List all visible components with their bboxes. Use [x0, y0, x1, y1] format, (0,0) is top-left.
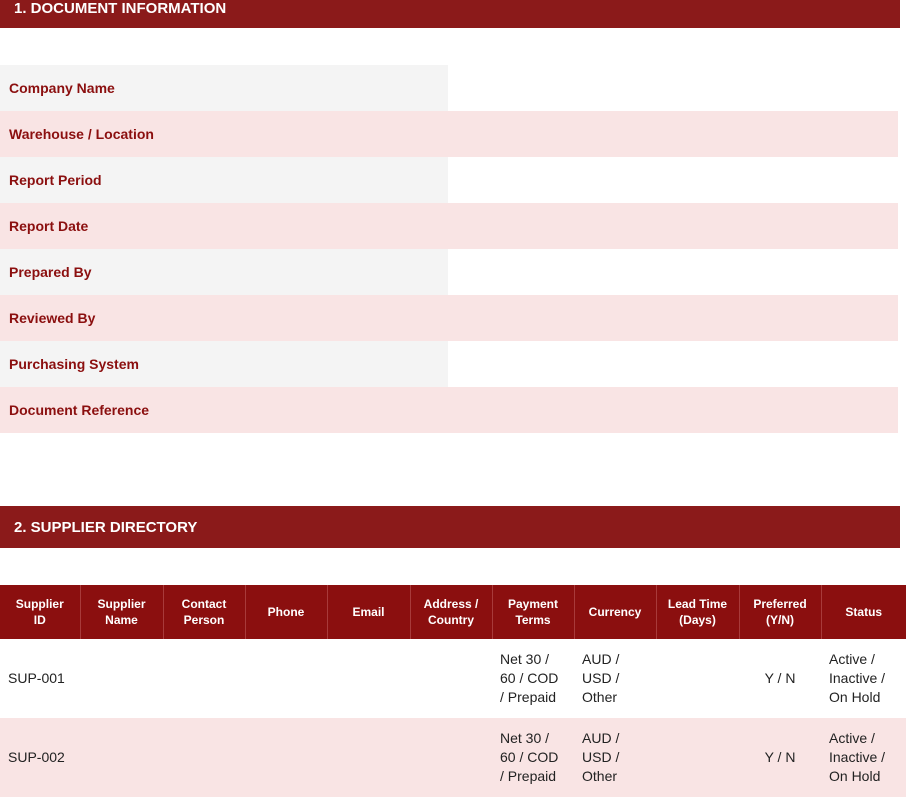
info-row-prepared-by — [0, 249, 898, 295]
info-label: Reviewed By — [0, 295, 448, 341]
column-header-currency: Currency — [574, 585, 656, 639]
column-header-status: Status — [821, 585, 906, 639]
section-title: 2. SUPPLIER DIRECTORY — [14, 518, 198, 536]
cell-address-country[interactable] — [410, 718, 492, 797]
info-label: Document Reference — [0, 387, 448, 433]
cell-supplier-name[interactable] — [80, 718, 163, 797]
cell-phone[interactable] — [245, 718, 327, 797]
info-label: Report Date — [0, 203, 448, 249]
info-label: Prepared By — [0, 249, 448, 295]
info-value-field[interactable] — [448, 111, 898, 157]
cell-phone[interactable] — [245, 639, 327, 718]
table-header-row — [0, 585, 906, 639]
info-row-document-reference — [0, 387, 898, 433]
table-row — [0, 718, 906, 797]
cell-lead-time[interactable] — [656, 639, 739, 718]
column-header-supplier-name: Supplier Name — [80, 585, 163, 639]
info-label: Company Name — [0, 65, 448, 111]
info-label: Purchasing System — [0, 341, 448, 387]
column-header-supplier-id: Supplier ID — [0, 585, 80, 639]
info-value-field[interactable] — [448, 341, 898, 387]
cell-email[interactable] — [327, 639, 410, 718]
info-row-report-period — [0, 157, 898, 203]
cell-status[interactable]: Active / Inactive / On Hold — [821, 718, 906, 797]
info-value-field[interactable] — [448, 387, 898, 433]
cell-payment-terms[interactable]: Net 30 / 60 / COD / Prepaid — [492, 639, 574, 718]
info-row-report-date — [0, 203, 898, 249]
info-row-company-name — [0, 65, 898, 111]
info-row-reviewed-by — [0, 295, 898, 341]
info-row-purchasing-system — [0, 341, 898, 387]
section-header-document-information — [0, 0, 900, 28]
cell-lead-time[interactable] — [656, 718, 739, 797]
cell-supplier-id[interactable]: SUP-002 — [0, 718, 80, 797]
column-header-preferred: Preferred (Y/N) — [739, 585, 821, 639]
cell-status[interactable]: Active / Inactive / On Hold — [821, 639, 906, 718]
section-title: 1. DOCUMENT INFORMATION — [14, 0, 227, 17]
info-label: Report Period — [0, 157, 448, 203]
table-row — [0, 639, 906, 718]
info-value-field[interactable] — [448, 157, 898, 203]
cell-payment-terms[interactable]: Net 30 / 60 / COD / Prepaid — [492, 718, 574, 797]
info-value-field[interactable] — [448, 249, 898, 295]
column-header-lead-time: Lead Time (Days) — [656, 585, 739, 639]
cell-contact-person[interactable] — [163, 718, 245, 797]
section-header-supplier-directory — [0, 506, 900, 548]
document-info-table — [0, 65, 898, 433]
cell-currency[interactable]: AUD / USD / Other — [574, 718, 656, 797]
info-value-field[interactable] — [448, 65, 898, 111]
column-header-address-country: Address / Country — [410, 585, 492, 639]
column-header-contact-person: Contact Person — [163, 585, 245, 639]
cell-preferred[interactable]: Y / N — [739, 718, 821, 797]
cell-preferred[interactable]: Y / N — [739, 639, 821, 718]
cell-contact-person[interactable] — [163, 639, 245, 718]
info-value-field[interactable] — [448, 295, 898, 341]
cell-supplier-name[interactable] — [80, 639, 163, 718]
column-header-phone: Phone — [245, 585, 327, 639]
cell-email[interactable] — [327, 718, 410, 797]
info-value-field[interactable] — [448, 203, 898, 249]
column-header-payment-terms: Payment Terms — [492, 585, 574, 639]
cell-address-country[interactable] — [410, 639, 492, 718]
cell-currency[interactable]: AUD / USD / Other — [574, 639, 656, 718]
cell-supplier-id[interactable]: SUP-001 — [0, 639, 80, 718]
column-header-email: Email — [327, 585, 410, 639]
info-label: Warehouse / Location — [0, 111, 448, 157]
info-row-warehouse-location — [0, 111, 898, 157]
supplier-directory-table — [0, 585, 906, 797]
